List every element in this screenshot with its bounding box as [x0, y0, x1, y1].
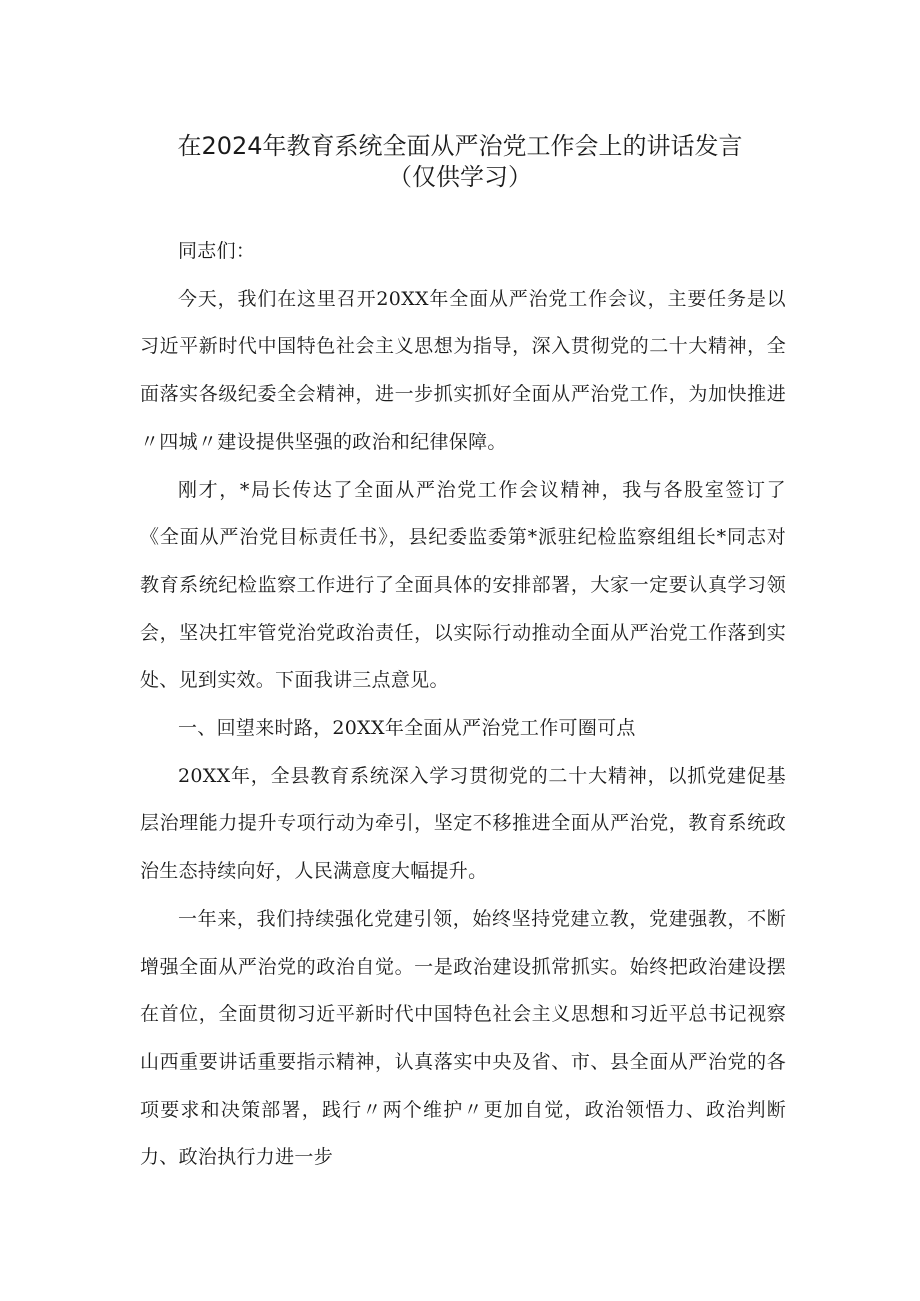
body-paragraph: 今天，我们在这里召开20XX年全面从严治党工作会议，主要任务是以习近平新时代中国特色社会主义思想为指导，深入贯彻党的二十大精神，全面落实各级纪委全会精神，进一步抓实抓好全面从严治党工作，为加快推进〃四城〃建设提供坚强的政治和纪律保障。 — [140, 287, 786, 453]
body-paragraph: 一年来，我们持续强化党建引领，始终坚持党建立教，党建强教，不断增强全面从严治党的政治自觉。一是政治建设抓常抓实。始终把政治建设摆在首位，全面贯彻习近平新时代中国特色社会主义思想和习近平总书记视察山西重要讲话重要指示精神，认真落实中央及省、市、县全面从严治党的各项要求和决策部署，践行〃两个维护〃更加自觉，政治领悟力、政治判断力、政治执行力进一步 — [140, 907, 786, 1169]
body-paragraph: 20XX年，全县教育系统深入学习贯彻党的二十大精神，以抓党建促基层治理能力提升专项行动为牵引，坚定不移推进全面从严治党，教育系统政治生态持续向好，人民满意度大幅提升。 — [140, 764, 786, 883]
body-paragraph: 刚才，*局长传达了全面从严治党工作会议精神，我与各股室签订了《全面从严治党目标责任书》，县纪委监委第*派驻纪检监察组组长*同志对教育系统纪检监察工作进行了全面具体的安排部署，大家一定要认真学习领会，坚决扛牢管党治党政治责任，以实际行动推动全面从严治党工作落到实处、见到实效。下面我讲三点意见。 — [140, 478, 786, 692]
section-heading: 一、回望来时路，20XX年全面从严治党工作可圈可点 — [178, 717, 636, 740]
salutation-paragraph: 同志们： — [178, 240, 256, 262]
document-subtitle: （仅供学习） — [388, 163, 532, 191]
document-body — [140, 228, 786, 1182]
document-title: 在2024年教育系统全面从严治党工作会上的讲话发言 — [177, 132, 743, 160]
